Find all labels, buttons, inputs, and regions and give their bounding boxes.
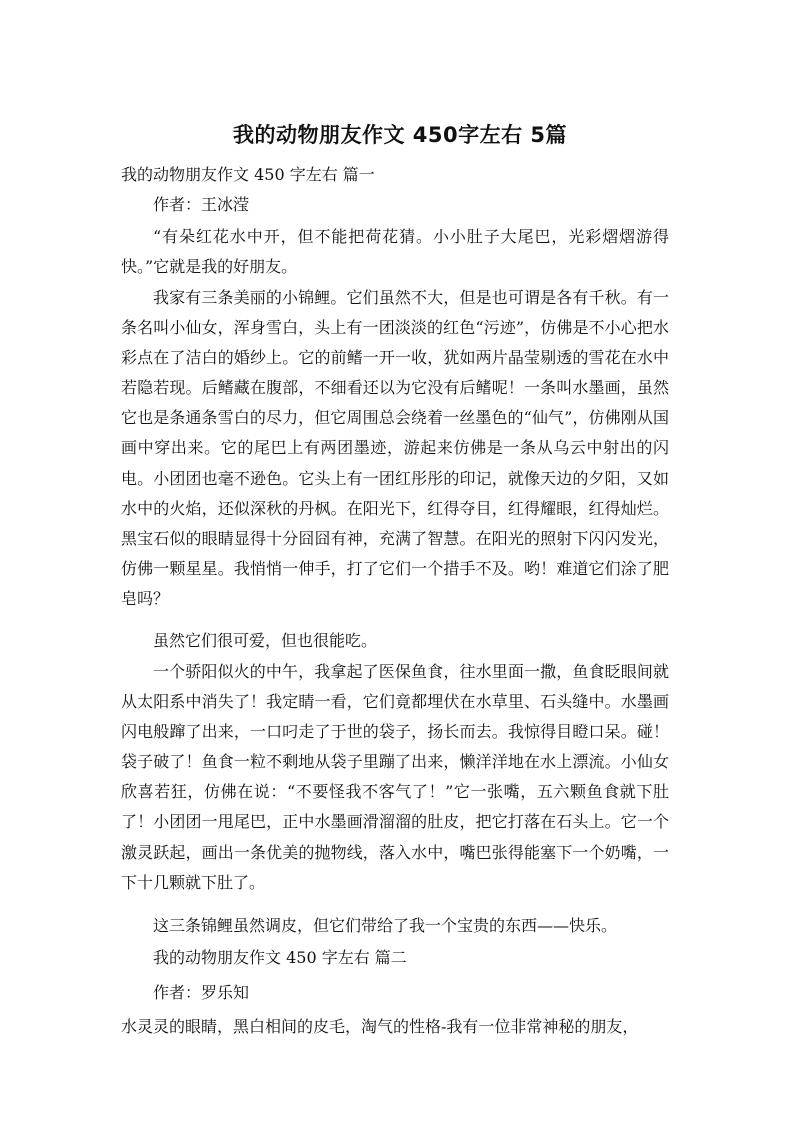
essay1-paragraph-4: 一个骄阳似火的中午，我拿起了医保鱼食，往水里面一撒，鱼食眨眼间就从太阳系中消失了！我定睛一看，它们竟都埋伏在水草里、石头缝中。水墨画闪电般蹿了出来，一口叼走了于世的袋子，扬长而去。我惊得目瞪口呆。碰！袋子破了！鱼食一粒不剩地从袋子里蹦了出来，懒洋洋地在水上漂流。小仙女欣喜若狂，仿佛在说：“不要怪我不客气了！”它一张嘴，五六颗鱼食就下肚了！小团团一甩尾巴，正中水墨画滑溜溜的肚皮，把它打落在石头上。它一个激灵跃起，画出一条优美的抛物线，落入水中，嘴巴张得能塞下一个奶嘴，一下十几颗就下肚了。 [121,662,669,892]
essay2-heading: 我的动物朋友作文 450 字左右 篇二 [153,948,407,967]
essay2-author: 作者：罗乐知 [153,983,250,1002]
essay1-paragraph-5: 这三条锦鲤虽然调皮，但它们带给了我一个宝贵的东西——快乐。 [153,916,618,935]
essay1-paragraph-3: 虽然它们很可爱，但也很能吃。 [153,631,378,650]
essay2-paragraph-1: 水灵灵的眼睛，黑白相间的皮毛，淘气的性格-我有一位非常神秘的朋友， [121,1017,639,1036]
document-title: 我的动物朋友作文 450字左右 5篇 [232,123,568,147]
essay1-author: 作者：王冰滢 [153,195,250,214]
essay1-paragraph-1: “有朵红花水中开，但不能把荷花猜。小小肚子大尾巴，光彩熠熠游得快。”它就是我的好朋友。 [121,227,669,277]
essay1-paragraph-2: 我家有三条美丽的小锦鲤。它们虽然不大，但是也可谓是各有千秋。有一条名叫小仙女，浑身雪白，头上有一团淡淡的红色“污迹”，仿佛是不小心把水彩点在了洁白的婚纱上。它的前鳍一开一收，犹如两片晶莹剔透的雪花在水中若隐若现。后鳍藏在腹部，不细看还以为它没有后鳍呢！一条叫水墨画，虽然它也是条通条雪白的尽力，但它周围总会绕着一丝墨色的“仙气”，仿佛刚从国画中穿出来。它的尾巴上有两团墨迹，游起来仿佛是一条从乌云中射出的闪电。小团团也毫不逊色。它头上有一团红彤彤的印记，就像天边的夕阳，又如水中的火焰，还似深秋的丹枫。在阳光下，红得夺目，红得耀眼，红得灿烂。黑宝石似的眼睛显得十分囧囧有神，充满了智慧。在阳光的照射下闪闪发光，仿佛一颗星星。我悄悄一伸手，打了它们一个措手不及。哟！难道它们涂了肥皂吗？ [121,288,669,608]
essay1-heading: 我的动物朋友作文 450 字左右 篇一 [121,165,375,184]
